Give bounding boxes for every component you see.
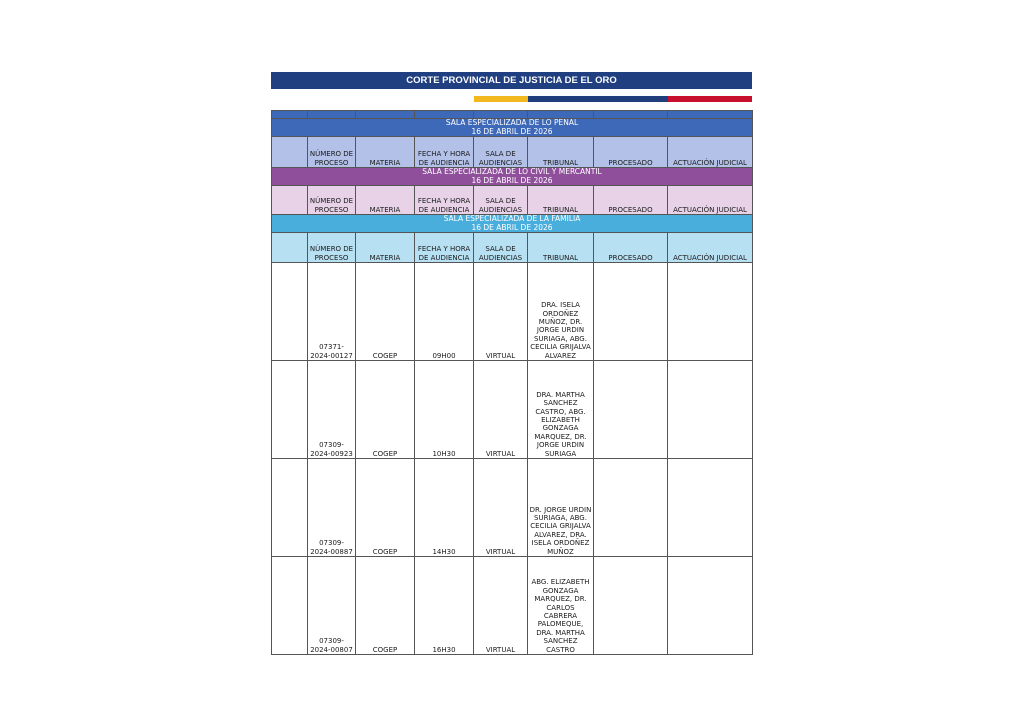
section-date: 16 DE ABRIL DE 2026	[471, 222, 553, 232]
tribunal-cell: ABG. ELIZABETH GONZAGA MARQUEZ, DR. CARLOS CABRERA PALOMEQUE, DRA. MARTHA SANCHEZ CASTRO	[528, 557, 594, 655]
materia-cell: COGEP	[356, 263, 415, 361]
hearing-room-cell: VIRTUAL	[474, 557, 528, 655]
section-name: SALA ESPECIALIZADA DE LO CIVIL Y MERCANTIL	[422, 167, 602, 176]
column-header: NÚMERO DE PROCESO	[308, 137, 356, 168]
header-blank-cell	[272, 137, 308, 168]
tribunal-cell: DR. JORGE URDIN SURIAGA, ABG. CECILIA GRIJALVA ALVAREZ, DRA. ISELA ORDOÑEZ MUÑOZ	[528, 459, 594, 557]
section-title-row	[272, 215, 753, 233]
tribunal-cell: DRA. ISELA ORDOÑEZ MUÑOZ, DR. JORGE URDIN SURIAGA, ABG. CECILIA GRIJALVA ALVAREZ	[528, 263, 594, 361]
column-header: MATERIA	[356, 233, 415, 263]
column-header: FECHA Y HORA DE AUDIENCIA	[415, 186, 474, 215]
column-header: PROCESADO	[594, 186, 668, 215]
section-title	[272, 119, 753, 137]
materia-cell: COGEP	[356, 459, 415, 557]
procesado-cell	[594, 263, 668, 361]
column-header-row	[272, 233, 753, 263]
table-row	[272, 361, 753, 459]
procesado-cell	[594, 459, 668, 557]
actuacion-judicial-cell	[668, 459, 753, 557]
row-blank-cell	[272, 557, 308, 655]
materia-cell: COGEP	[356, 361, 415, 459]
table-row	[272, 263, 753, 361]
column-header: PROCESADO	[594, 233, 668, 263]
row-blank-cell	[272, 459, 308, 557]
court-title: CORTE PROVINCIAL DE JUSTICIA DE EL ORO	[271, 72, 752, 89]
materia-cell: COGEP	[356, 557, 415, 655]
table-row	[272, 459, 753, 557]
column-header: NÚMERO DE PROCESO	[308, 186, 356, 215]
column-header: SALA DE AUDIENCIAS	[474, 186, 528, 215]
section-title	[272, 168, 753, 186]
column-header: MATERIA	[356, 137, 415, 168]
row-blank-cell	[272, 263, 308, 361]
column-header: PROCESADO	[594, 137, 668, 168]
column-header: FECHA Y HORA DE AUDIENCIA	[415, 137, 474, 168]
stripe-yellow	[474, 96, 528, 102]
procesado-cell	[594, 361, 668, 459]
tribunal-cell: DRA. MARTHA SANCHEZ CASTRO, ABG. ELIZABETH GONZAGA MARQUEZ, DR. JORGE URDIN SURIAGA	[528, 361, 594, 459]
case-number-cell: 07309-2024-00807	[308, 557, 356, 655]
stripe-red	[668, 96, 752, 102]
column-header: ACTUACIÓN JUDICIAL	[668, 233, 753, 263]
header-blank-cell	[272, 233, 308, 263]
column-header: SALA DE AUDIENCIAS	[474, 233, 528, 263]
hearing-room-cell: VIRTUAL	[474, 263, 528, 361]
case-number-cell: 07371-2024-00127	[308, 263, 356, 361]
row-blank-cell	[272, 361, 308, 459]
hearing-time-cell: 09H00	[415, 263, 474, 361]
stripe-blue-2	[598, 96, 668, 102]
section-title-row	[272, 119, 753, 137]
case-number-cell: 07309-2024-00923	[308, 361, 356, 459]
header-blank-cell	[272, 186, 308, 215]
column-header: TRIBUNAL	[528, 233, 594, 263]
hearings-table	[271, 110, 753, 655]
hearing-time-cell: 16H30	[415, 557, 474, 655]
actuacion-judicial-cell	[668, 361, 753, 459]
table-row	[272, 557, 753, 655]
section-date: 16 DE ABRIL DE 2026	[471, 126, 553, 136]
column-header-row	[272, 186, 753, 215]
section-name: SALA ESPECIALIZADA DE LO PENAL	[445, 118, 579, 127]
column-header: NÚMERO DE PROCESO	[308, 233, 356, 263]
hearing-time-cell: 14H30	[415, 459, 474, 557]
column-header: TRIBUNAL	[528, 186, 594, 215]
actuacion-judicial-cell	[668, 263, 753, 361]
top-strip-row	[272, 111, 753, 119]
section-date: 16 DE ABRIL DE 2026	[471, 175, 553, 185]
column-header: ACTUACIÓN JUDICIAL	[668, 186, 753, 215]
flag-stripes	[474, 96, 752, 102]
actuacion-judicial-cell	[668, 557, 753, 655]
hearing-time-cell: 10H30	[415, 361, 474, 459]
hearing-room-cell: VIRTUAL	[474, 361, 528, 459]
procesado-cell	[594, 557, 668, 655]
column-header: ACTUACIÓN JUDICIAL	[668, 137, 753, 168]
column-header: MATERIA	[356, 186, 415, 215]
column-header: FECHA Y HORA DE AUDIENCIA	[415, 233, 474, 263]
column-header: SALA DE AUDIENCIAS	[474, 137, 528, 168]
column-header-row	[272, 137, 753, 168]
hearing-room-cell: VIRTUAL	[474, 459, 528, 557]
stripe-blue-1	[528, 96, 598, 102]
section-title	[272, 215, 753, 233]
case-number-cell: 07309-2024-00887	[308, 459, 356, 557]
section-title-row	[272, 168, 753, 186]
column-header: TRIBUNAL	[528, 137, 594, 168]
section-name: SALA ESPECIALIZADA DE LA FAMILIA	[443, 214, 581, 223]
